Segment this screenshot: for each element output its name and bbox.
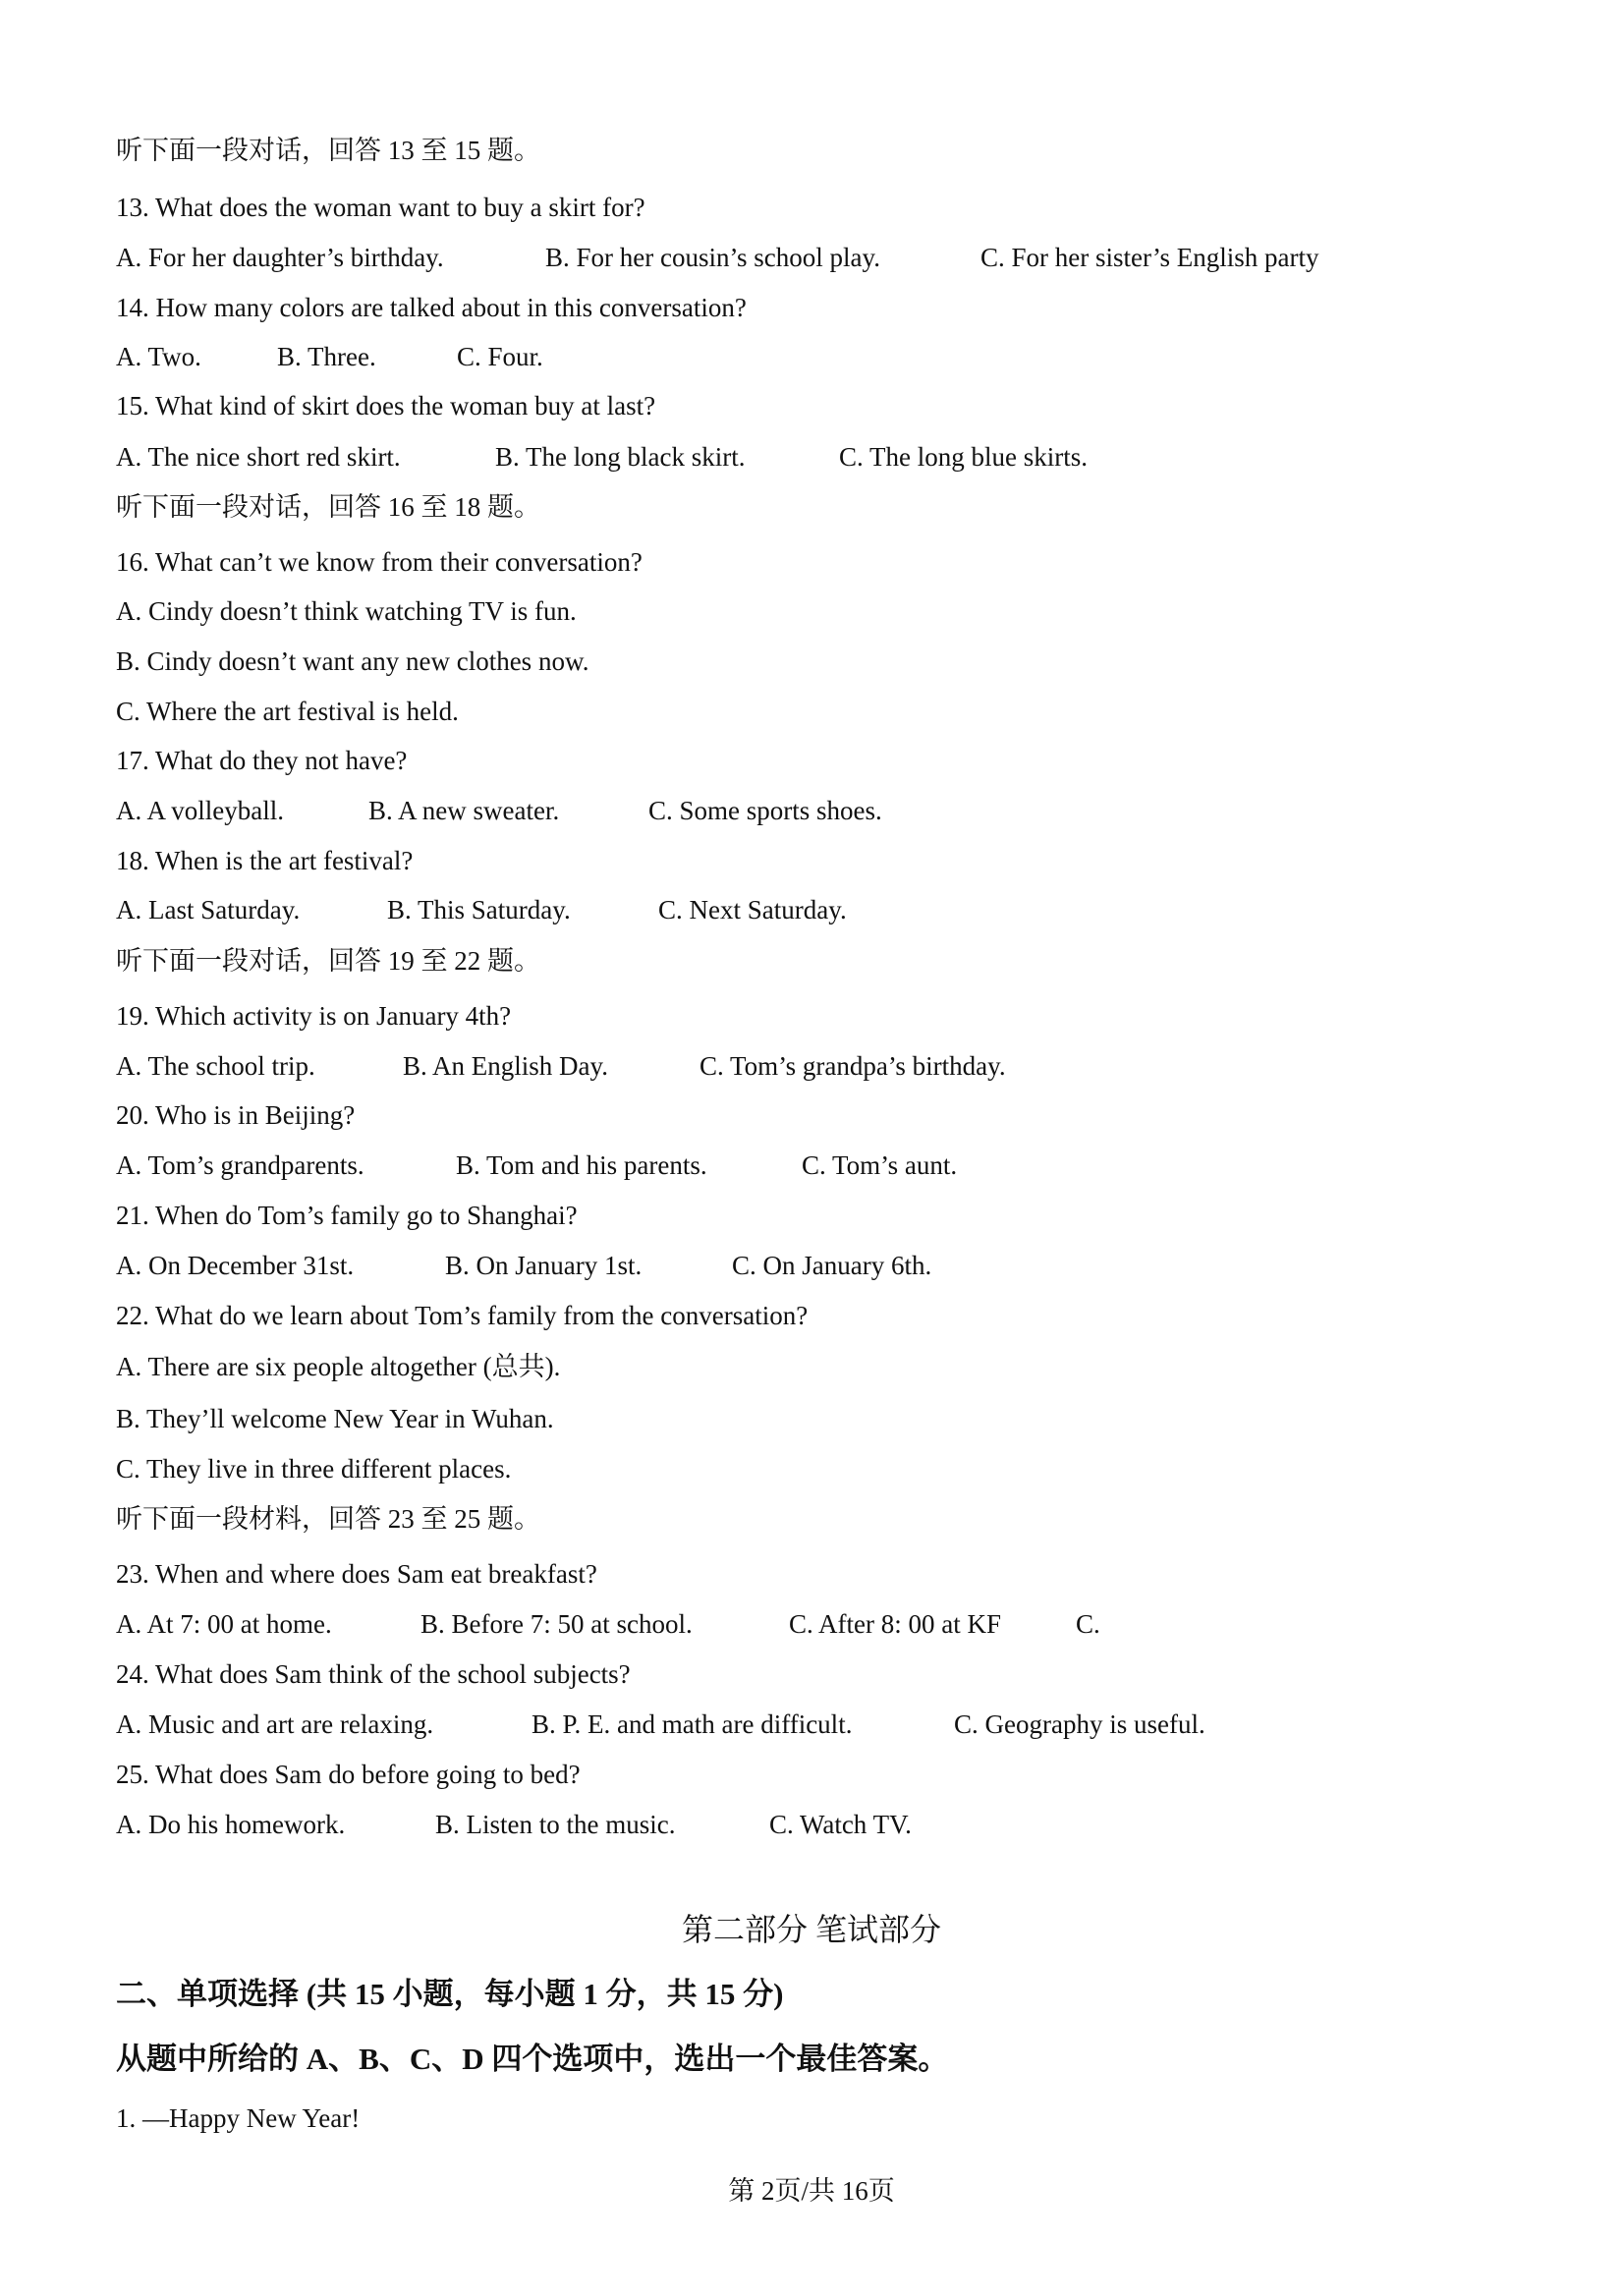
option-25c: C. Watch TV. bbox=[769, 1810, 912, 1839]
option-20a: A. Tom’s grandparents. bbox=[116, 1150, 364, 1180]
question-14-options bbox=[116, 340, 543, 373]
question-25: 25. What does Sam do before going to bed? bbox=[116, 1760, 581, 1789]
option-20b: B. Tom and his parents. bbox=[456, 1150, 707, 1180]
option-15b: B. The long black skirt. bbox=[495, 442, 746, 472]
option-23c-extra: C. bbox=[1076, 1609, 1100, 1639]
option-21b: B. On January 1st. bbox=[445, 1251, 643, 1280]
option-17b: B. A new sweater. bbox=[368, 796, 560, 825]
option-23c: C. After 8: 00 at KF bbox=[789, 1609, 1001, 1639]
listening-instruction-13-15: 听下面一段对话，回答 13 至 15 题。 bbox=[116, 136, 540, 165]
option-17a: A. A volleyball. bbox=[116, 796, 284, 825]
option-13b: B. For her cousin’s school play. bbox=[545, 243, 880, 272]
option-15c: C. The long blue skirts. bbox=[839, 442, 1088, 472]
option-23a: A. At 7: 00 at home. bbox=[116, 1609, 332, 1639]
option-19c: C. Tom’s grandpa’s birthday. bbox=[700, 1051, 1006, 1081]
option-22c: C. They live in three different places. bbox=[116, 1454, 512, 1484]
question-19: 19. Which activity is on January 4th? bbox=[116, 1001, 512, 1031]
question-25-options bbox=[116, 1808, 912, 1841]
question-24: 24. What does Sam think of the school subjects? bbox=[116, 1659, 631, 1689]
option-24c: C. Geography is useful. bbox=[954, 1709, 1205, 1739]
question-13-options bbox=[116, 241, 1318, 274]
option-18a: A. Last Saturday. bbox=[116, 895, 301, 924]
listening-instruction-16-18: 听下面一段对话，回答 16 至 18 题。 bbox=[116, 492, 540, 522]
option-14b: B. Three. bbox=[277, 342, 376, 371]
option-22a: A. There are six people altogether (总共). bbox=[116, 1352, 561, 1381]
question-14: 14. How many colors are talked about in this conversation? bbox=[116, 293, 747, 322]
question-21-options bbox=[116, 1249, 931, 1282]
question-17-options bbox=[116, 794, 882, 827]
question-20-options bbox=[116, 1148, 957, 1182]
option-25b: B. Listen to the music. bbox=[435, 1810, 676, 1839]
option-21a: A. On December 31st. bbox=[116, 1251, 355, 1280]
option-17c: C. Some sports shoes. bbox=[648, 796, 882, 825]
question-21: 21. When do Tom’s family go to Shanghai? bbox=[116, 1201, 578, 1230]
section-two-heading: 二、单项选择 (共 15 小题，每小题 1 分，共 15 分) bbox=[116, 1977, 784, 2011]
option-18c: C. Next Saturday. bbox=[658, 895, 847, 924]
option-14a: A. Two. bbox=[116, 342, 201, 371]
question-18-options bbox=[116, 893, 847, 926]
question-13: 13. What does the woman want to buy a skirt for? bbox=[116, 193, 645, 222]
option-23b: B. Before 7: 50 at school. bbox=[420, 1609, 693, 1639]
written-question-1: 1. —Happy New Year! bbox=[116, 2103, 361, 2133]
question-19-options bbox=[116, 1049, 1006, 1083]
option-24a: A. Music and art are relaxing. bbox=[116, 1709, 434, 1739]
option-19b: B. An English Day. bbox=[403, 1051, 608, 1081]
option-16c: C. Where the art festival is held. bbox=[116, 697, 459, 726]
option-20c: C. Tom’s aunt. bbox=[802, 1150, 958, 1180]
option-24b: B. P. E. and math are difficult. bbox=[532, 1709, 853, 1739]
option-13c: C. For her sister’s English party bbox=[980, 243, 1319, 272]
question-15: 15. What kind of skirt does the woman buy at last? bbox=[116, 391, 656, 420]
option-25a: A. Do his homework. bbox=[116, 1810, 346, 1839]
question-23-options bbox=[116, 1607, 1100, 1641]
part-two-title: 第二部分 笔试部分 bbox=[681, 1912, 941, 1947]
option-21c: C. On January 6th. bbox=[732, 1251, 932, 1280]
question-18: 18. When is the art festival? bbox=[116, 846, 414, 875]
option-22b: B. They’ll welcome New Year in Wuhan. bbox=[116, 1404, 554, 1433]
option-18b: B. This Saturday. bbox=[387, 895, 571, 924]
option-14c: C. Four. bbox=[457, 342, 543, 371]
option-16a: A. Cindy doesn’t think watching TV is fun. bbox=[116, 596, 577, 626]
option-13a: A. For her daughter’s birthday. bbox=[116, 243, 444, 272]
question-15-options bbox=[116, 440, 1088, 474]
option-19a: A. The school trip. bbox=[116, 1051, 315, 1081]
page-footer: 第 2页/共 16页 bbox=[728, 2176, 895, 2206]
question-24-options bbox=[116, 1708, 1205, 1741]
question-16: 16. What can’t we know from their conversation? bbox=[116, 547, 643, 577]
option-16b: B. Cindy doesn’t want any new clothes now. bbox=[116, 646, 589, 676]
question-20: 20. Who is in Beijing? bbox=[116, 1100, 356, 1130]
listening-instruction-23-25: 听下面一段材料，回答 23 至 25 题。 bbox=[116, 1504, 540, 1534]
question-23: 23. When and where does Sam eat breakfast? bbox=[116, 1559, 597, 1589]
option-15a: A. The nice short red skirt. bbox=[116, 442, 401, 472]
question-17: 17. What do they not have? bbox=[116, 746, 408, 775]
section-two-instruction: 从题中所给的 A、B、C、D 四个选项中，选出一个最佳答案。 bbox=[116, 2042, 949, 2076]
listening-instruction-19-22: 听下面一段对话，回答 19 至 22 题。 bbox=[116, 946, 540, 976]
question-22: 22. What do we learn about Tom’s family from the conversation? bbox=[116, 1301, 809, 1330]
